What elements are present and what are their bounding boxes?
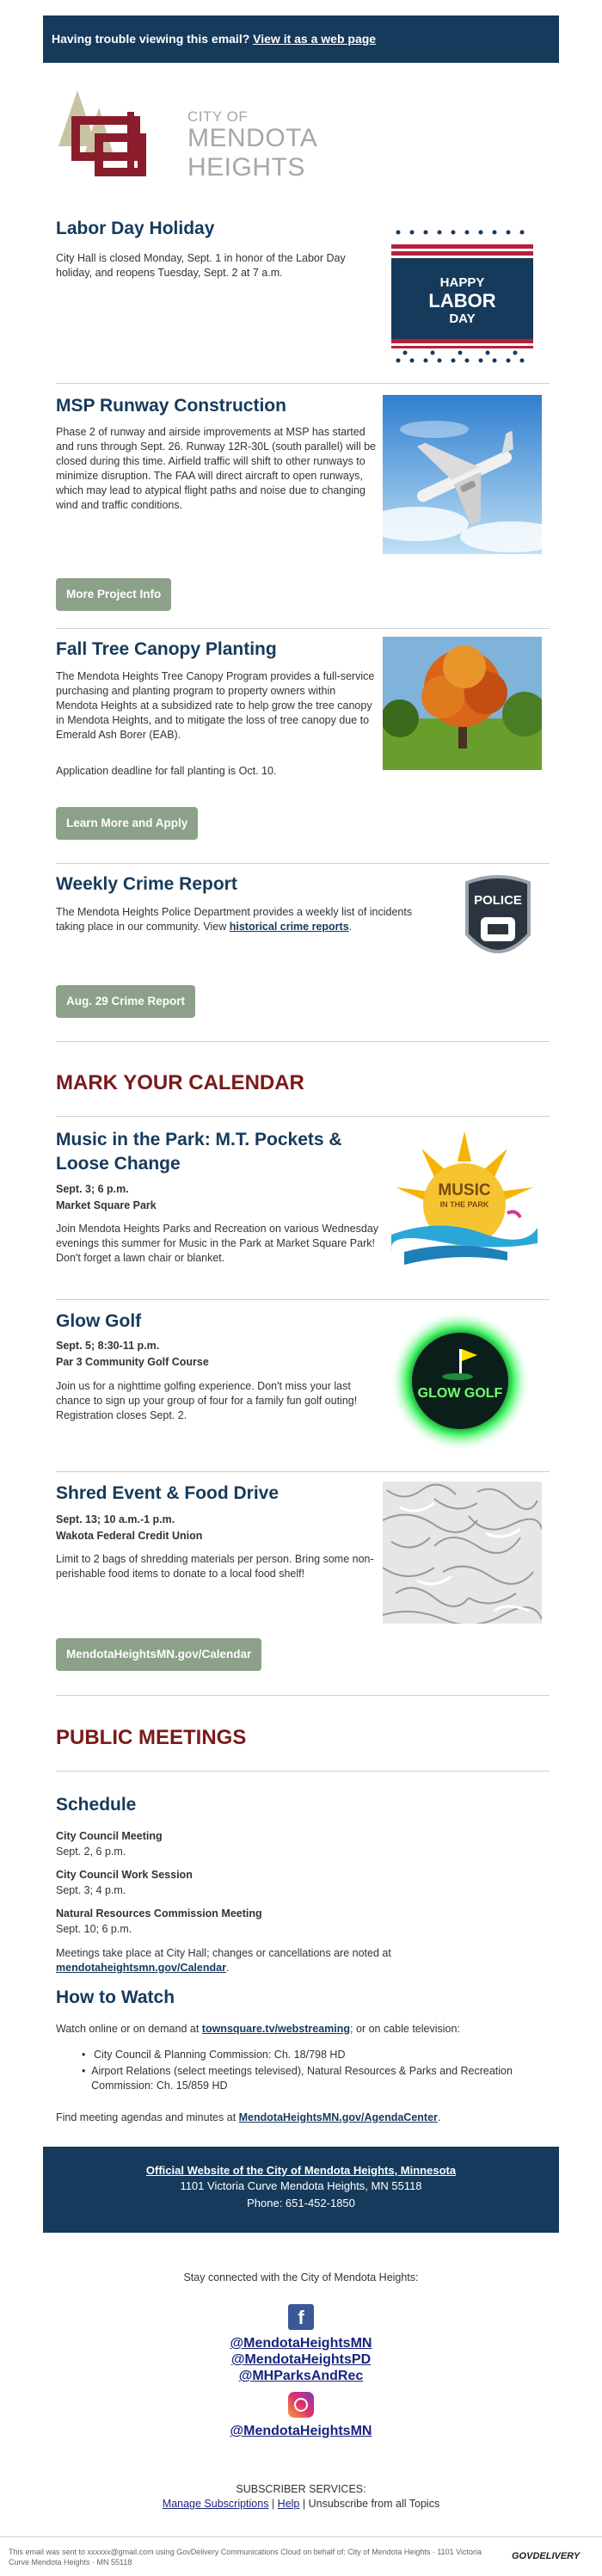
logo-city-of: CITY OF [187, 108, 249, 125]
glow-golf-image [387, 1308, 533, 1454]
calendar-heading: MARK YOUR CALENDAR [56, 1071, 304, 1094]
list-item [82, 2048, 538, 2062]
labor-day-image [391, 225, 533, 367]
learn-more-apply-button[interactable]: Learn More and Apply [56, 807, 198, 840]
footer-band [43, 2147, 559, 2233]
meetings-heading: PUBLIC MEETINGS [56, 1726, 247, 1749]
meeting-name: City Council Meeting [56, 1830, 163, 1842]
police-badge-image [458, 874, 538, 969]
facebook-icon[interactable]: f [288, 2304, 314, 2330]
footer-address: 1101 Victoria Curve Mendota Heights, MN 55118 [180, 2179, 422, 2192]
music-in-park-image [387, 1131, 542, 1269]
logo-mark-icon [52, 86, 181, 181]
subscriber-title: SUBSCRIBER SERVICES: [236, 2483, 366, 2495]
shred-body: Limit to 2 bags of shredding materials per person. Bring some non-perishable food items to donate to a local food shelf! [56, 1553, 374, 1580]
tree-image [383, 637, 542, 770]
meeting-date: Sept. 3; 4 p.m. [56, 1884, 126, 1896]
divider [56, 1116, 550, 1117]
sent-to-notice: This email was sent to xxxxxx@gmail.com using GovDelivery Communications Cloud on behalf of: City of Mendota Heights · 1101 Victoria Curve Mendota Heights · MN 55118 [9, 2548, 482, 2567]
instagram-link[interactable]: @MendotaHeightsMN [230, 2424, 372, 2438]
labor-day-body: City Hall is closed Monday, Sept. 1 in honor of the Labor Day holiday, and reopens Tuesday, Sept. 2 at 7 a.m. [56, 252, 346, 279]
divider [56, 1299, 550, 1300]
divider [56, 1771, 550, 1772]
crime-report-button[interactable]: Aug. 29 Crime Report [56, 985, 195, 1018]
help-link[interactable]: Help [277, 2498, 300, 2510]
bullet-icon: • [82, 2065, 86, 2077]
subscriber-links [0, 2498, 602, 2510]
calendar-link[interactable]: mendotaheightsmn.gov/Calendar [56, 1962, 226, 1974]
golf-title: Glow Golf [56, 1311, 142, 1331]
historical-crime-reports-link[interactable]: historical crime reports [229, 921, 349, 933]
list-item-text: Airport Relations (select meetings televised), Natural Resources & Parks and Recreation Commission: Ch. 15/859 HD [91, 2065, 513, 2092]
instagram-handle [0, 2424, 602, 2439]
tree-body: The Mendota Heights Tree Canopy Program provides a full-service purchasing and planting program to property owners within Mendota Heights at a subsidized rate to help grow the tree canopy in Mendota Heights, and to mitigate the loss of tree canopy due to Emerald Ash Borer (EAB). [56, 670, 375, 741]
music-img-word: MUSIC [438, 1181, 491, 1199]
list-item-text: City Council & Planning Commission: Ch. 18/798 HD [94, 2049, 346, 2061]
how-to-watch-title: How to Watch [56, 1987, 175, 2007]
meeting-name: Natural Resources Commission Meeting [56, 1907, 262, 1920]
meetings-note-text: Meetings take place at City Hall; changes or cancellations are noted at [56, 1947, 391, 1959]
divider [56, 383, 550, 384]
airplane-image [383, 395, 542, 554]
badge-text: POLICE [474, 893, 522, 908]
more-project-info-button[interactable]: More Project Info [56, 578, 171, 611]
townsquare-link[interactable]: townsquare.tv/webstreaming [201, 2023, 351, 2035]
facebook-link-pd[interactable]: @MendotaHeightsPD [230, 2352, 372, 2367]
crime-title: Weekly Crime Report [56, 874, 237, 894]
govdelivery-logo[interactable]: GOVDELIVERY [512, 2551, 580, 2561]
music-title: Music in the Park: M.T. Pockets & Loose Change [56, 1130, 342, 1174]
city-logo[interactable] [52, 86, 430, 181]
music-when: Sept. 3; 6 p.m. [56, 1183, 129, 1195]
watch-bullet-list [82, 2048, 538, 2093]
facebook-link-city[interactable]: @MendotaHeightsMN [230, 2336, 372, 2351]
golf-img-text: GLOW GOLF [417, 1386, 503, 1401]
watch-intro [56, 2022, 538, 2037]
msp-body: Phase 2 of runway and airside improvements at MSP has started and runs through Sept. 26. Runway 12R-30L (south parallel) will be closed during this time. Airfield traffic will shift to other runways to minimize disruption. The FAA will direct aircraft to open runways, which may lead to atypical flight paths and noise due to changing wind and traffic conditions. [56, 426, 376, 511]
facebook-link-parks[interactable]: @MHParksAndRec [238, 2369, 364, 2383]
agenda-end: . [437, 2111, 441, 2123]
golf-when: Sept. 5; 8:30-11 p.m. [56, 1340, 160, 1352]
schedule-title: Schedule [56, 1795, 137, 1815]
banner-text: Having trouble viewing this email? [52, 32, 250, 46]
footer-phone: Phone: 651-452-1850 [247, 2197, 355, 2209]
shred-when: Sept. 13; 10 a.m.-1 p.m. [56, 1513, 175, 1525]
social-intro: Stay connected with the City of Mendota Heights: [183, 2271, 419, 2283]
labor-img-labor: LABOR [428, 290, 496, 311]
agenda-line [56, 2111, 538, 2125]
divider [56, 628, 550, 629]
bullet-icon: • [82, 2049, 86, 2061]
crime-body-text: The Mendota Heights Police Department provides a weekly list of incidents taking place in our community. View [56, 906, 413, 933]
instagram-icon[interactable] [288, 2392, 314, 2418]
web-view-banner [43, 15, 559, 63]
watch-intro-end: ; or on cable television: [350, 2023, 460, 2035]
labor-img-happy: HAPPY [439, 275, 485, 290]
manage-subscriptions-link[interactable]: Manage Subscriptions [162, 2498, 269, 2510]
bottom-divider [0, 2536, 602, 2537]
divider [56, 1695, 550, 1696]
calendar-link-button[interactable]: MendotaHeightsMN.gov/Calendar [56, 1638, 261, 1671]
agenda-center-link[interactable]: MendotaHeightsMN.gov/AgendaCenter [238, 2111, 438, 2123]
music-where: Market Square Park [56, 1199, 157, 1211]
labor-day-title: Labor Day Holiday [56, 219, 215, 238]
logo-city-name: MENDOTA HEIGHTS [187, 124, 316, 182]
web-view-link[interactable]: View it as a web page [253, 32, 377, 46]
meeting-name: City Council Work Session [56, 1869, 193, 1881]
divider [56, 1041, 550, 1042]
facebook-handles [0, 2335, 602, 2384]
music-body: Join Mendota Heights Parks and Recreation on various Wednesday evenings this summer for Music in the Park at Market Square Park! Don't forget a lawn chair or blanket. [56, 1223, 378, 1264]
shred-where: Wakota Federal Credit Union [56, 1530, 203, 1542]
meetings-note [56, 1946, 434, 1975]
shredded-paper-image [383, 1482, 542, 1624]
crime-body-end: . [348, 921, 353, 933]
meetings-note-end: . [225, 1962, 230, 1974]
unsubscribe-text[interactable]: | Unsubscribe from all Topics [299, 2498, 440, 2510]
separator: | [268, 2498, 278, 2510]
msp-title: MSP Runway Construction [56, 396, 286, 416]
official-website-link[interactable]: Official Website of the City of Mendota Heights, Minnesota [145, 2164, 457, 2177]
golf-where: Par 3 Community Golf Course [56, 1356, 209, 1368]
list-item [82, 2064, 538, 2093]
shred-title: Shred Event & Food Drive [56, 1483, 280, 1503]
crime-body [56, 905, 434, 934]
golf-body: Join us for a nighttime golfing experience. Don't miss your last chance to sign up your group of four for a family fun golf outing! Registration closes Sept. 2. [56, 1380, 358, 1421]
labor-img-day: DAY [449, 311, 476, 326]
divider [56, 1471, 550, 1472]
tree-title: Fall Tree Canopy Planting [56, 639, 277, 659]
tree-deadline: Application deadline for fall planting is Oct. 10. [56, 765, 277, 777]
watch-intro-text: Watch online or on demand at [56, 2023, 202, 2035]
agenda-text: Find meeting agendas and minutes at [56, 2111, 239, 2123]
meeting-date: Sept. 10; 6 p.m. [56, 1923, 132, 1935]
divider [56, 863, 550, 864]
music-img-sub: IN THE PARK [439, 1200, 489, 1209]
meeting-date: Sept. 2, 6 p.m. [56, 1846, 126, 1858]
